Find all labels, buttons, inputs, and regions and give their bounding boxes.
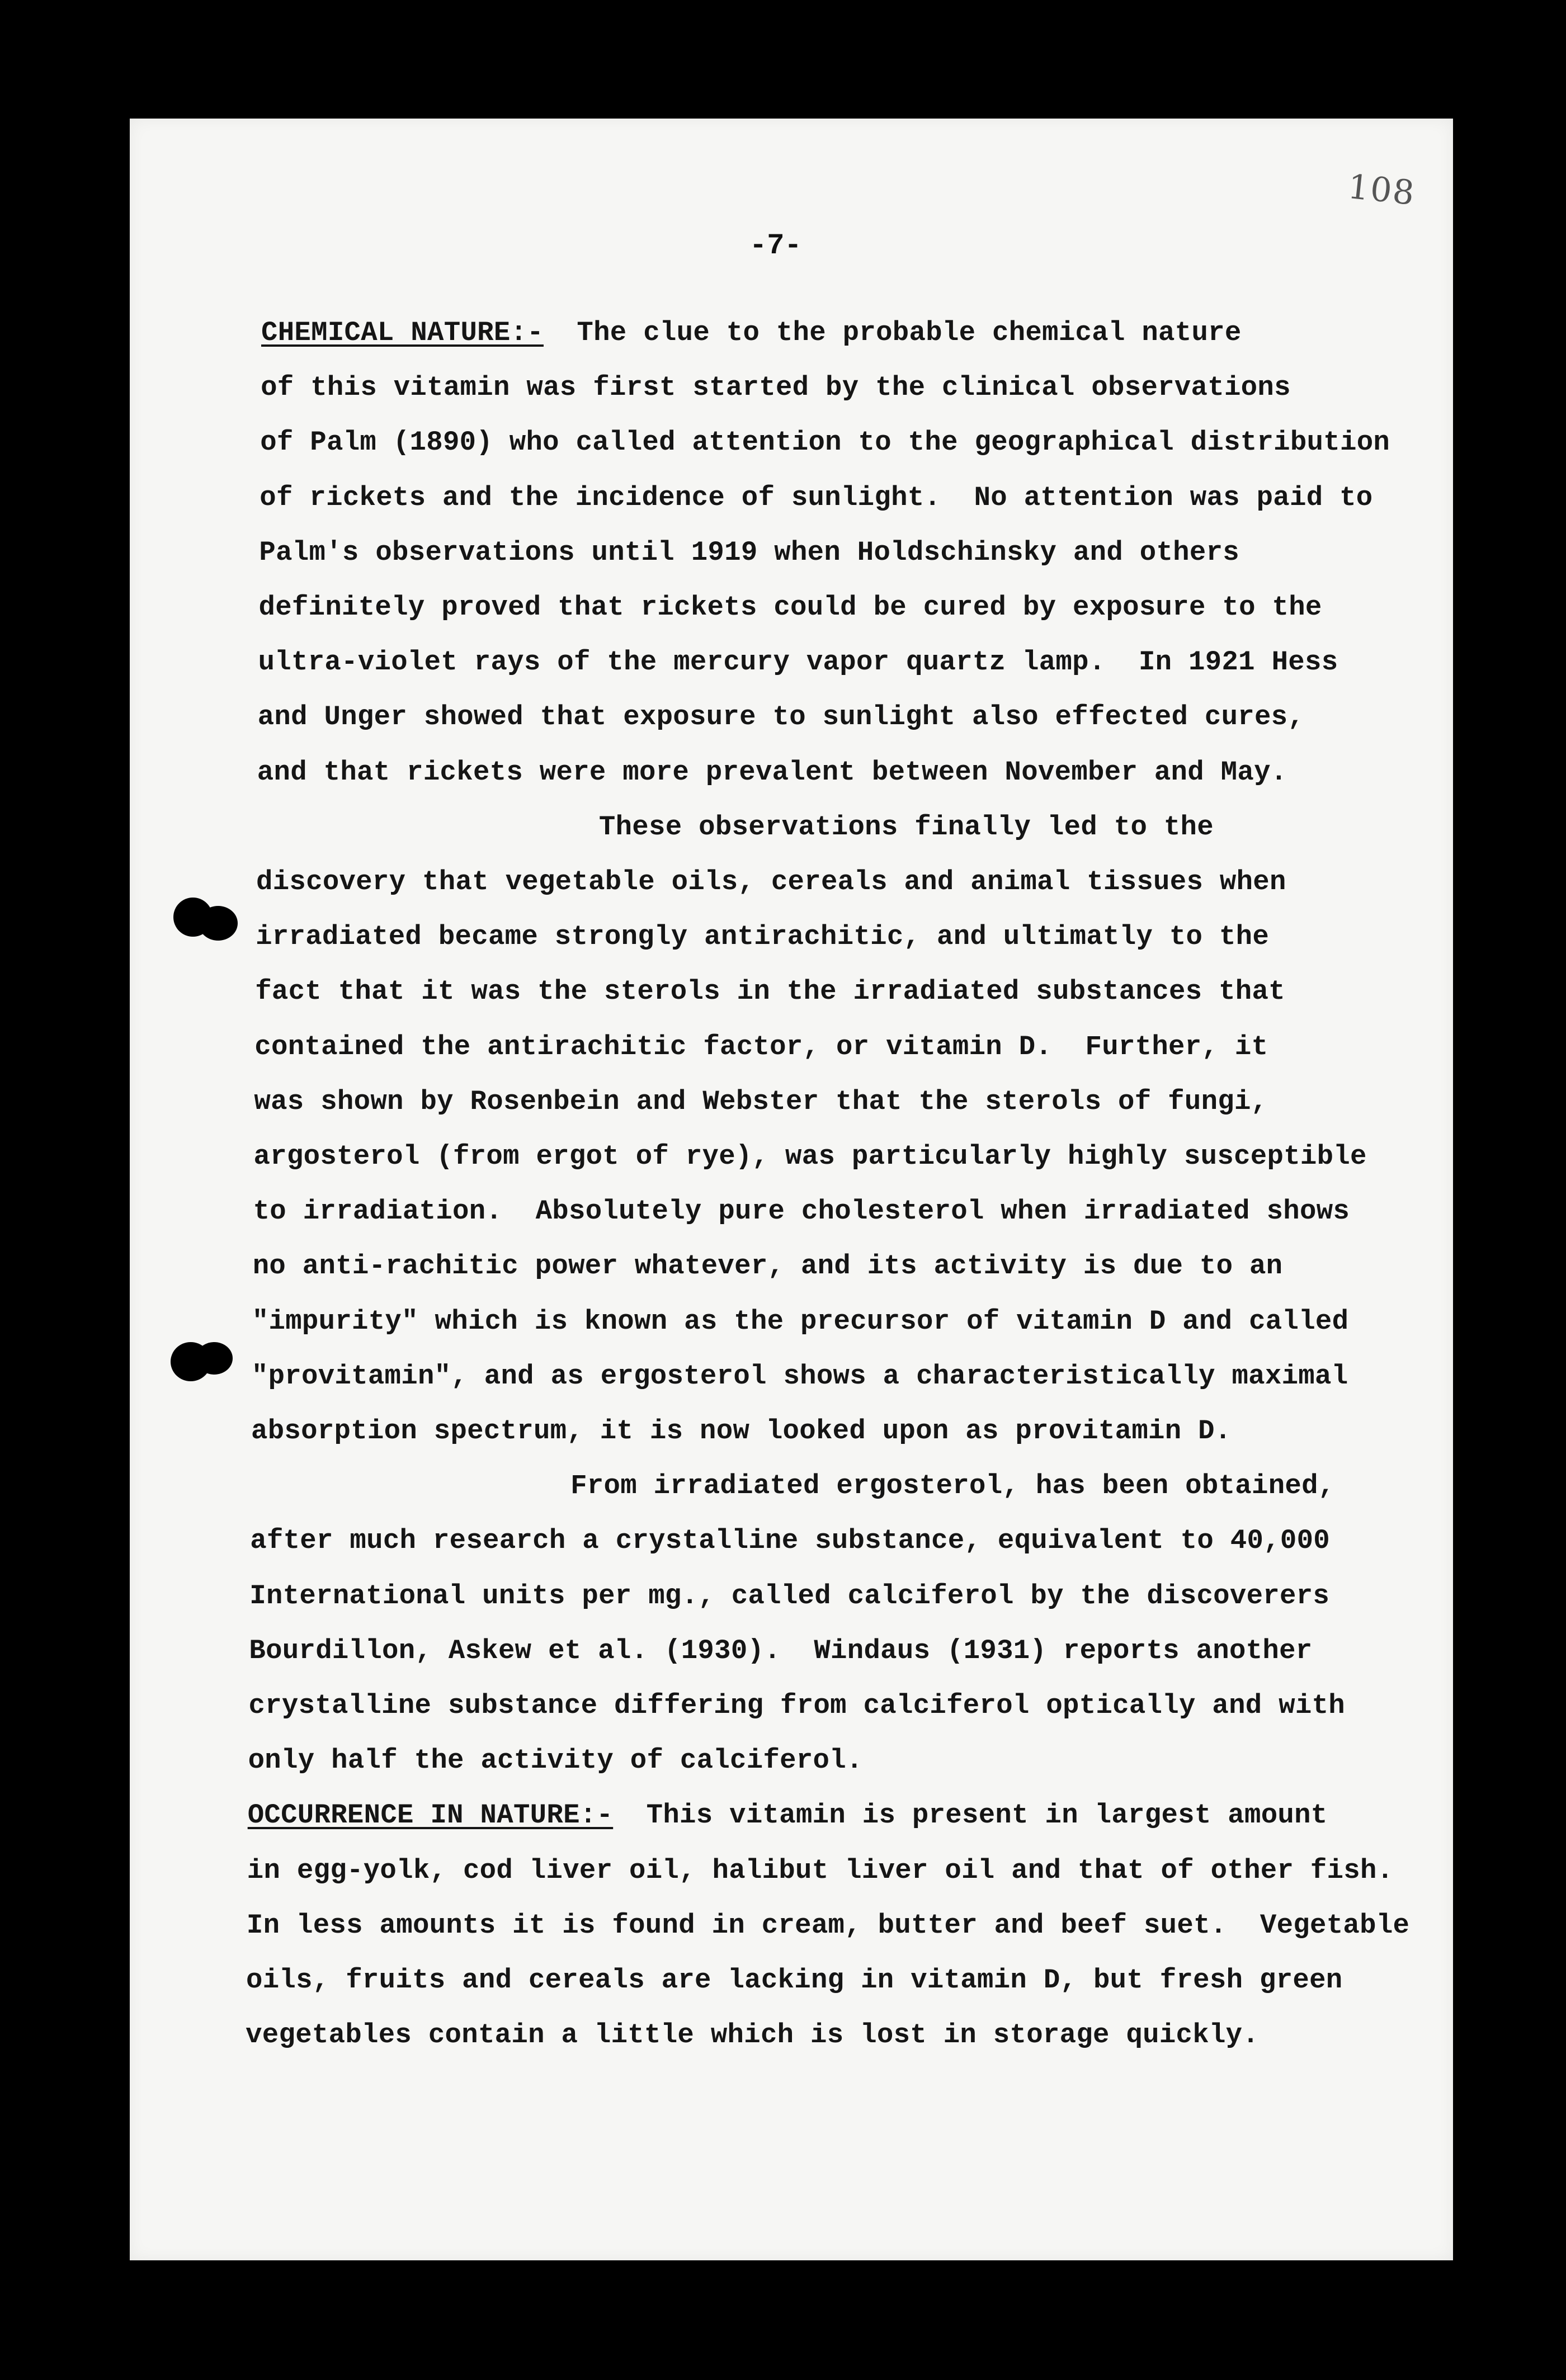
text-line: [258, 645, 1338, 679]
line-text: crystalline substance differing from calciferol optically and with: [248, 1690, 1346, 1721]
line-text: fact that it was the sterols in the irradiated substances that: [255, 976, 1285, 1008]
text-line: [253, 1194, 1350, 1228]
text-line: [249, 1689, 1346, 1722]
text-line: [254, 1030, 1268, 1064]
text-line: [248, 1744, 863, 1777]
text-line: [257, 755, 1287, 789]
text-line: [256, 920, 1269, 953]
text-line: [246, 1963, 1343, 1997]
line-text: and that rickets were more prevalent between November and May.: [257, 756, 1287, 788]
text-line: [255, 975, 1285, 1008]
text-line: [570, 1469, 1334, 1503]
text-line: [252, 1305, 1349, 1338]
punch-hole-mark-top-2: [199, 906, 238, 941]
text-line: [599, 810, 1214, 844]
line-text: International units per mg., called calciferol by the discoverers: [249, 1580, 1330, 1612]
line-text: From irradiated ergosterol, has been obtained,: [570, 1470, 1335, 1502]
line-text: absorption spectrum, it is now looked upon as provitamin D.: [251, 1415, 1232, 1447]
line-text: oils, fruits and cereals are lacking in vitamin D, but fresh green: [246, 1965, 1343, 1996]
text-line: [247, 1909, 1409, 1942]
text-line: [260, 426, 1390, 459]
text-line: [246, 2018, 1259, 2052]
text-line: [248, 1798, 1328, 1832]
text-line: [249, 1634, 1312, 1668]
line-text: These observations finally led to the: [598, 811, 1214, 843]
line-text: no anti-rachitic power whatever, and its activity is due to an: [252, 1250, 1283, 1282]
folio-stamp: 108: [1346, 167, 1417, 214]
text-line: [252, 1359, 1348, 1393]
text-line: [256, 865, 1286, 899]
text-line: [250, 1524, 1330, 1557]
text-line: [261, 316, 1242, 350]
text-line: [260, 481, 1372, 514]
punch-hole-mark-bottom-2: [196, 1342, 233, 1375]
line-text: argosterol (from ergot of rye), was particularly highly susceptible: [253, 1141, 1367, 1172]
line-text: The clue to the probable chemical nature: [543, 317, 1242, 348]
section-heading: CHEMICAL NATURE:-: [261, 317, 544, 348]
line-text: ultra-violet rays of the mercury vapor quartz lamp. In 1921 Hess: [258, 646, 1338, 678]
line-text: to irradiation. Absolutely pure cholesterol when irradiated shows: [253, 1196, 1350, 1227]
line-text: contained the antirachitic factor, or vitamin D. Further, it: [254, 1031, 1268, 1062]
line-text: in egg-yolk, cod liver oil, halibut liver oil and that of other fish.: [247, 1854, 1394, 1886]
line-text: was shown by Rosenbein and Webster that the sterols of fungi,: [254, 1085, 1268, 1117]
line-text: vegetables contain a little which is lost in storage quickly.: [246, 2019, 1260, 2051]
text-line: [259, 591, 1322, 624]
line-text: In less amounts it is found in cream, butter and beef suet. Vegetable: [246, 1909, 1410, 1941]
line-text: "impurity" which is known as the precursor of vitamin D and called: [252, 1305, 1349, 1337]
text-line: [253, 1249, 1283, 1283]
text-line: [247, 1854, 1394, 1887]
line-text: discovery that vegetable oils, cereals and animal tissues when: [256, 866, 1286, 898]
line-text: irradiated became strongly antirachitic, and ultimatly to the: [256, 921, 1270, 953]
line-text: This vitamin is present in largest amount: [613, 1800, 1328, 1831]
line-text: of Palm (1890) who called attention to the geographical distribution: [260, 427, 1390, 459]
text-line: [251, 1414, 1232, 1448]
line-text: Palm's observations until 1919 when Holdschinsky and others: [259, 536, 1239, 568]
text-line: [258, 700, 1304, 734]
section-heading: OCCURRENCE IN NATURE:-: [247, 1800, 614, 1831]
line-text: "provitamin", and as ergosterol shows a characteristically maximal: [251, 1360, 1348, 1392]
text-line: [254, 1140, 1367, 1173]
text-line: [261, 371, 1291, 404]
line-text: after much research a crystalline substance, equivalent to 40,000: [250, 1525, 1330, 1557]
text-line: [254, 1085, 1267, 1118]
line-text: of this vitamin was first started by the clinical observations: [261, 372, 1291, 404]
text-line: [249, 1579, 1329, 1613]
text-line: [259, 536, 1239, 569]
line-text: definitely proved that rickets could be cured by exposure to the: [258, 592, 1322, 623]
line-text: only half the activity of calciferol.: [248, 1745, 863, 1777]
line-text: Bourdillon, Askew et al. (1930). Windaus (1931) reports another: [249, 1635, 1313, 1666]
line-text: and Unger showed that exposure to sunlight also effected cures,: [257, 701, 1305, 733]
line-text: of rickets and the incidence of sunlight. No attention was paid to: [260, 481, 1373, 513]
page-number: -7-: [749, 229, 802, 262]
